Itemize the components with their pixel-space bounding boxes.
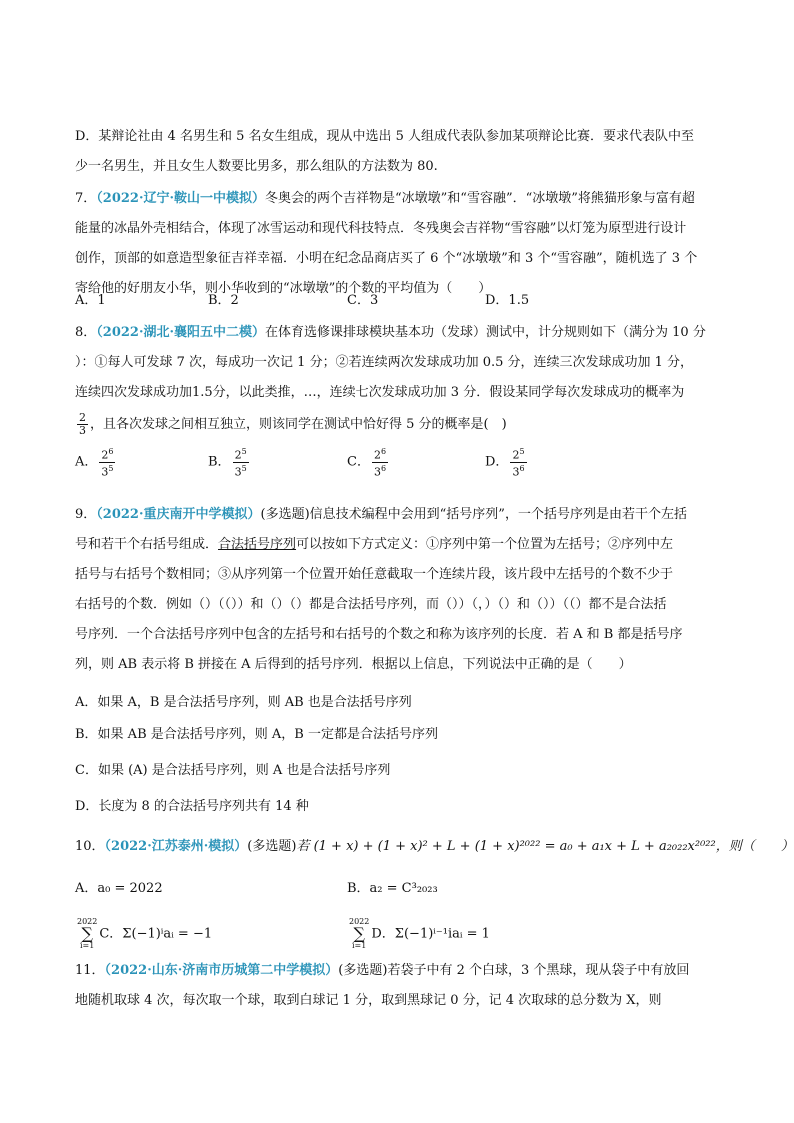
q9-text2b: 可以按如下方式定义：①序列中第一个位置为左括号；②序列中左 <box>296 537 674 552</box>
q8-d-num-exp: 5 <box>519 447 525 456</box>
q9-text1: 信息技术编程中会用到“括号序列”，一个括号序列是由若干个左括 <box>309 507 687 522</box>
q8-b-num-exp: 5 <box>241 447 247 456</box>
q10-option-c <box>75 918 212 950</box>
q8-c-den: 3 <box>373 465 381 479</box>
q7-line1 <box>75 190 695 208</box>
q9-option-a: A．如果 A，B 是合法括号序列，则 AB 也是合法括号序列 <box>75 695 412 710</box>
q7-line2: 能量的冰晶外壳相结合，体现了冰雪运动和现代科技特点．冬残奥会吉祥物“雪容融”以灯笼为原型进行设计 <box>75 221 687 236</box>
q8-option-b-label: B． <box>208 454 231 470</box>
q8-d-den-exp: 6 <box>519 463 525 473</box>
q9-line2 <box>75 536 673 554</box>
q8-text1: 在体育选修课排球模块基本功（发球）测试中，计分规则如下（满分为 10 分 <box>265 325 706 340</box>
q11-line2: 地随机取球 4 次，每次取一个球，取到白球记 1 分，取到黑球记 0 分，记 4 次取球的总分数为 X，则 <box>75 993 662 1008</box>
q8-a-den-exp: 5 <box>108 463 114 473</box>
q8-frac-num: 2 <box>79 411 86 424</box>
q7-option-d: D．1.5 <box>485 293 530 308</box>
q8-option-d <box>485 446 529 478</box>
q8-d-num: 2 <box>512 448 520 462</box>
q8-c-num-exp: 6 <box>380 447 387 456</box>
q10-option-d <box>347 918 490 950</box>
q10-option-d-text: D．Σ(−1)ⁱ⁻¹iaᵢ = 1 <box>371 926 490 942</box>
q8-option-b-frac <box>233 446 249 478</box>
q8-option-c-label: C． <box>347 454 370 470</box>
q8-line1 <box>75 324 706 342</box>
q8-option-a <box>75 446 117 478</box>
q9-option-d: D．长度为 8 的合法括号序列共有 14 种 <box>75 799 309 814</box>
q10-line1 <box>75 838 794 856</box>
q9-option-c: C．如果 (A) 是合法括号序列，则 A 也是合法括号序列 <box>75 763 391 778</box>
q9-source: （2022·重庆南开中学模拟） <box>96 507 261 522</box>
q10-c-sum-bot: i=1 <box>80 941 95 950</box>
q7-number: 7． <box>75 191 97 206</box>
q8-c-num: 2 <box>373 448 381 462</box>
q8-option-c <box>347 446 390 478</box>
q6-optD-line1: D．某辩论社由 4 名男生和 5 名女生组成，现从中选出 5 人组成代表队参加某项辩论比赛．要求代表队中至 <box>75 129 695 144</box>
q10-tag: (多选题) <box>247 839 297 854</box>
q8-option-d-label: D． <box>485 454 509 470</box>
q9-tag: (多选题) <box>260 507 310 522</box>
q9-option-b: B．如果 AB 是合法括号序列，则 A，B 一定都是合法括号序列 <box>75 727 438 742</box>
q7-line4: 寄给他的好朋友小华，则小华收到的“冰墩墩”的个数的平均值为（ ） <box>75 281 492 296</box>
q8-option-d-frac <box>510 446 526 478</box>
q8-a-num-exp: 6 <box>108 447 114 456</box>
q7-source: （2022·辽宁·鞍山一中模拟） <box>96 191 266 206</box>
q8-a-den: 3 <box>101 465 109 479</box>
q8-option-b <box>208 446 251 478</box>
q11-source: （2022·山东·济南市历城第二中学模拟） <box>104 963 339 978</box>
q8-b-num: 2 <box>234 448 242 462</box>
q8-source: （2022·湖北·襄阳五中二模） <box>96 325 266 340</box>
q10-c-sum-sign: 2022 ∑ i=1 <box>77 917 98 950</box>
q11-line1 <box>75 962 689 980</box>
q11-text1: 若袋子中有 2 个白球，3 个黑球，现从袋子中有放回 <box>387 963 690 978</box>
q8-text4: ，且各次发球之间相互独立，则该同学在测试中恰好得 5 分的概率是( ) <box>90 417 507 432</box>
q7-text1: 冬奥会的两个吉祥物是“冰墩墩”和“雪容融”．“冰墩墩”将熊猫形象与富有超 <box>265 191 695 206</box>
q8-line2: ）：①每人可发球 7 次，每成功一次记 1 分；②若连续两次发球成功加 0.5 分，连续三次发球成功加 1 分， <box>75 355 694 370</box>
q7-line3: 创作，顶部的如意造型象征吉祥幸福．小明在纪念品商店买了 6 个“冰墩墩”和 3 个“雪容融”，随机选了 3 个 <box>75 251 698 266</box>
q9-line4: 右括号的个数．例如（）（（））和（）（）都是合法括号序列，而（））（，）（）和（））（（）都不是合法括 <box>75 597 667 612</box>
q9-text2a: 号和若干个右括号组成． <box>75 537 219 552</box>
q11-number: 11． <box>75 963 105 978</box>
q8-option-c-frac <box>372 446 388 478</box>
q8-b-den-exp: 5 <box>241 463 247 473</box>
q8-c-den-exp: 6 <box>380 463 387 473</box>
q8-d-den: 3 <box>512 465 520 479</box>
q10-d-sum-top: 2022 <box>349 917 370 926</box>
q10-stem: 若 (1 + x) + (1 + x)² + L + (1 + x)²⁰²² = a₀ + a₁x + L + a₂₀₂₂x²⁰²²，则（ ） <box>296 839 794 854</box>
q11-tag: (多选题) <box>338 963 388 978</box>
q7-option-c: C．3 <box>347 293 379 308</box>
q7-option-b: B．2 <box>208 293 239 308</box>
q10-option-a: A．a₀ = 2022 <box>75 881 163 896</box>
q8-fraction <box>77 412 88 437</box>
q10-d-sum-sign: 2022 ∑ i=1 <box>349 917 370 950</box>
q8-a-num: 2 <box>101 448 109 462</box>
q9-line6: 列，则 AB 表示将 B 拼接在 A 后得到的括号序列．根据以上信息，下列说法中正确的是（ ） <box>75 657 632 672</box>
q9-number: 9． <box>75 507 97 522</box>
q10-number: 10． <box>75 839 105 854</box>
q8-option-a-frac <box>99 446 115 478</box>
q9-line5: 号序列．一个合法括号序列中包含的左括号和右括号的个数之和称为该序列的长度．若 A 和 B 都是括号序 <box>75 627 683 642</box>
q8-b-den: 3 <box>234 465 242 479</box>
q9-text2-underlined: 合法括号序列 <box>218 537 297 552</box>
q7-option-a: A．1 <box>75 293 106 308</box>
q8-frac-den: 3 <box>79 424 86 437</box>
q10-c-sum-top: 2022 <box>77 917 98 926</box>
q10-option-b: B．a₂ = C³₂₀₂₃ <box>347 881 438 896</box>
q8-option-a-label: A． <box>75 454 98 470</box>
q8-line3: 连续四次发球成功加1.5分，以此类推，…，连续七次发球成功加 3 分．假设某同学每次发球成功的概率为 <box>75 385 685 400</box>
q8-number: 8． <box>75 325 97 340</box>
q8-line4 <box>75 412 507 437</box>
q9-line3: 括号与右括号个数相同；③从序列第一个位置开始任意截取一个连续片段，该片段中左括号的个数不少于 <box>75 567 674 582</box>
q10-d-sum-bot: i=1 <box>352 941 367 950</box>
q10-source: （2022·江苏泰州·模拟） <box>104 839 248 854</box>
q6-optD-line2: 少一名男生，并且女生人数要比男多，那么组队的方法数为 80. <box>75 159 438 174</box>
q9-line1 <box>75 506 687 524</box>
q10-option-c-text: C．Σ(−1)ⁱaᵢ = −1 <box>99 926 213 942</box>
